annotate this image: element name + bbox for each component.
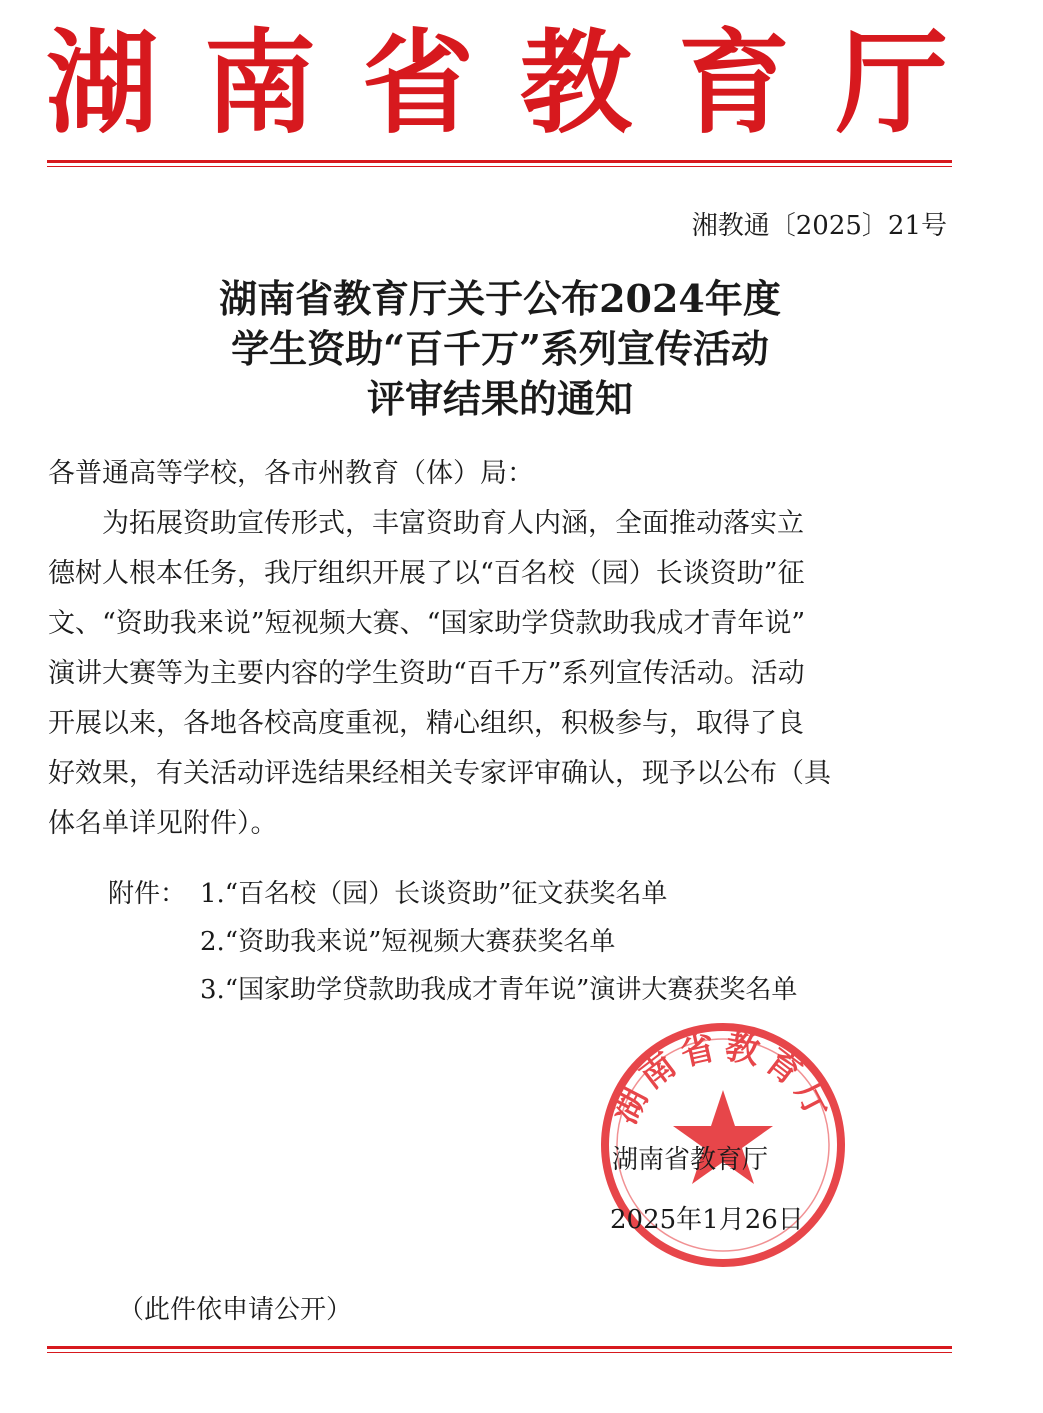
body-line: 好效果，有关活动评选结果经相关专家评审确认，现予以公布（具 [48,758,831,789]
attachment-item-1: 1.“百名校（园）长谈资助”征文获奖名单 [200,879,668,909]
footer-red-rule [47,1346,952,1353]
attachments-label: 附件： [108,879,187,909]
body-line: 德树人根本任务，我厅组织开展了以“百名校（园）长谈资助”征 [48,558,805,589]
disclosure-note: （此件依申请公开） [118,1295,353,1325]
masthead-title: 湖南省教育厅 [46,19,994,149]
document-number: 湘教通〔2025〕21号 [691,211,947,241]
salutation: 各普通高等学校，各市州教育（体）局： [48,458,534,489]
header-red-rule [47,160,952,167]
body-line: 演讲大赛等为主要内容的学生资助“百千万”系列宣传活动。活动 [48,658,805,689]
signature-date: 2025年1月26日 [610,1205,804,1235]
attachment-item-3: 3.“国家助学贷款助我成才青年说”演讲大赛获奖名单 [200,975,798,1005]
body-line: 体名单详见附件）。 [48,808,278,839]
signer-name: 湖南省教育厅 [612,1145,769,1175]
title-line-3: 评审结果的通知 [366,376,633,421]
title-line-2: 学生资助“百千万”系列宣传活动 [231,326,769,371]
attachment-item-2: 2.“资助我来说”短视频大赛获奖名单 [200,927,616,957]
seal-text-path: 湖南省教育厅 [604,1026,842,1131]
body-line: 文、“资助我来说”短视频大赛、“国家助学贷款助我成才青年说” [48,608,806,639]
body-line: 开展以来，各地各校高度重视，精心组织，积极参与，取得了良 [48,708,804,739]
title-line-1: 湖南省教育厅关于公布2024年度 [219,276,781,321]
body-line: 为拓展资助宣传形式，丰富资助育人内涵，全面推动落实立 [102,508,804,539]
